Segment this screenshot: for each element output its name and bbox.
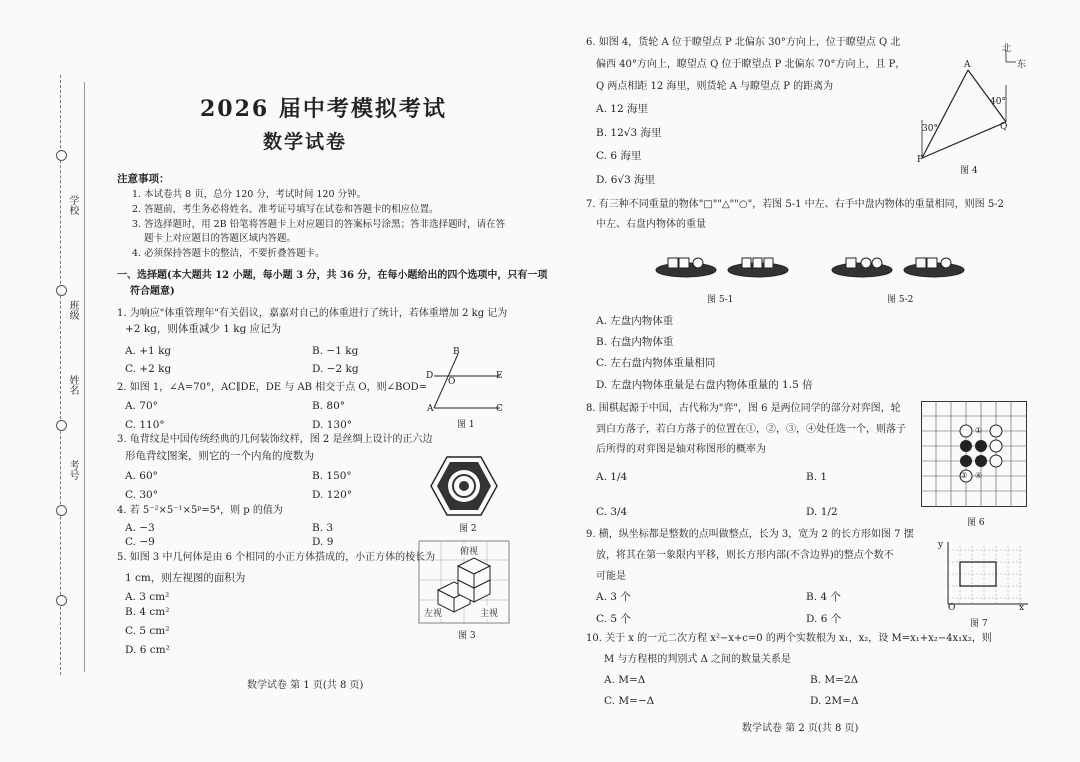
- q3-option-a[interactable]: A. 60°: [125, 470, 158, 482]
- q4-option-a[interactable]: A. −3: [125, 522, 155, 534]
- q10-stem: 10. 关于 x 的一元二次方程 x²−x+c=0 的两个实数根为 x₁，x₂，设 M=x₁+x₂−4x₁x₂，则: [586, 633, 992, 644]
- q4-option-d[interactable]: D. 9: [312, 536, 334, 548]
- q8-stem: 8. 围棋起源于中国，古代称为"弈"，图 6 是两位同学的部分对弈图，轮: [586, 403, 901, 414]
- binding-hole: [56, 285, 67, 296]
- q9-option-c[interactable]: C. 5 个: [596, 613, 631, 625]
- fig4-angle-30: 30°: [922, 124, 938, 134]
- q5-option-b[interactable]: B. 4 cm²: [125, 606, 170, 618]
- q7-stem: 7. 有三种不同重量的物体"□""△""○"，若图 5-1 中左、右手中盘内物体的重量相同，则图 5-2: [586, 199, 1004, 210]
- q2-stem: 2. 如图 1，∠A=70°，AC∥DE，DE 与 AB 相交于点 O，则∠BOD=: [117, 382, 428, 393]
- q7-option-b[interactable]: B. 右盘内物体重: [596, 336, 674, 348]
- fig7-origin: O: [948, 603, 956, 613]
- q9-option-a[interactable]: A. 3 个: [596, 591, 631, 603]
- q4-stem: 4. 若 5⁻²×5⁻¹×5ᵖ=5⁴，则 p 的值为: [117, 505, 283, 516]
- binding-line: [84, 82, 85, 672]
- q9-stem: 9. 横，纵坐标都是整数的点叫做整点，长为 3，宽为 2 的长方形如图 7 摆: [586, 529, 914, 540]
- q8-option-d[interactable]: D. 1/2: [806, 506, 838, 518]
- fig1-point-e: E: [496, 371, 503, 381]
- q3-stem: 3. 龟背纹是中国传统经典的几何装饰纹样，图 2 是丝绸上设计的正六边: [117, 434, 433, 445]
- fig5-2-label: 图 5-2: [887, 295, 914, 305]
- q1-option-a[interactable]: A. +1 kg: [125, 345, 172, 357]
- fig6-label: 图 6: [967, 518, 985, 528]
- fig1-point-d: D: [426, 371, 434, 381]
- q6-option-a[interactable]: A. 12 海里: [596, 103, 648, 115]
- q8-option-c[interactable]: C. 3/4: [596, 506, 628, 518]
- q9-option-d[interactable]: D. 6 个: [806, 613, 842, 625]
- fig4-point-q: Q: [1000, 122, 1008, 132]
- fig1-point-o: O: [448, 377, 456, 387]
- fig1-point-c: C: [496, 404, 503, 414]
- fig4-angle-40: 40°: [990, 97, 1006, 107]
- q3-option-d[interactable]: D. 120°: [312, 489, 353, 501]
- fig5-1-label: 图 5-1: [707, 295, 734, 305]
- binding-hole: [56, 150, 67, 161]
- note-3: 3. 答选择题时，用 2B 铅笔将答题卡上对应题目的答案标号涂黑；答非选择题时，请在答: [132, 219, 506, 230]
- fig3-view-top: 俯视: [460, 544, 478, 557]
- fig6-mark-1: ①: [975, 426, 983, 435]
- fig4-point-p: P: [917, 155, 924, 165]
- fig4-point-a: A: [964, 60, 971, 70]
- figure-5: [654, 240, 974, 286]
- q10-option-c[interactable]: C. M=−Δ: [604, 695, 655, 707]
- q9-stem-cont1: 放，将其在第一象限内平移，则长方形内部(不含边界)的整点个数不: [596, 550, 894, 561]
- fig1-point-a: A: [427, 404, 434, 414]
- note-2: 2. 答题前，考生务必将姓名、准考证号填写在试卷和答题卡的相应位置。: [132, 204, 439, 215]
- note-4: 4. 必须保持答题卡的整洁，不要折叠答题卡。: [132, 248, 325, 259]
- exam-subtitle: 数学试卷: [263, 131, 348, 153]
- section1-heading-cont: 符合题意): [130, 286, 175, 297]
- q6-option-c[interactable]: C. 6 海里: [596, 150, 642, 162]
- q4-option-c[interactable]: C. −9: [125, 536, 155, 548]
- q3-stem-cont: 形龟背纹图案，则它的一个内角的度数为: [125, 450, 314, 462]
- fig1-point-b: B: [453, 347, 460, 357]
- figure-7: [938, 540, 1030, 612]
- q5-stem-cont: 1 cm，则左视图的面积为: [125, 572, 246, 584]
- q3-option-c[interactable]: C. 30°: [125, 489, 158, 501]
- q10-stem-cont: M 与方程根的判别式 Δ 之间的数量关系是: [604, 654, 791, 665]
- fig3-view-main: 主视: [480, 606, 498, 619]
- fig4-label: 图 4: [960, 166, 978, 176]
- fig7-axis-y: y: [938, 540, 944, 550]
- binding-label-school: 学校: [67, 195, 78, 215]
- q6-stem: 6. 如图 4，货轮 A 位于瞭望点 P 北偏东 30°方向上，位于瞭望点 Q 北: [586, 37, 901, 48]
- q8-option-b[interactable]: B. 1: [806, 471, 828, 483]
- q6-stem-cont2: Q 两点相距 12 海里，则货轮 A 与瞭望点 P 的距离为: [596, 81, 834, 92]
- q9-option-b[interactable]: B. 4 个: [806, 591, 841, 603]
- fig4-north: 北: [1002, 44, 1012, 54]
- note-3-cont: 题卡上对应题目的答题区域内答题。: [144, 233, 297, 244]
- fig6-mark-4: ④: [975, 471, 983, 480]
- note-1: 1. 本试卷共 8 页，总分 120 分，考试时间 120 分钟。: [132, 189, 367, 200]
- q1-option-c[interactable]: C. +2 kg: [125, 363, 172, 375]
- fig7-label: 图 7: [970, 619, 988, 629]
- q8-option-a[interactable]: A. 1/4: [596, 471, 628, 483]
- q4-option-b[interactable]: B. 3: [312, 522, 334, 534]
- q7-option-a[interactable]: A. 左盘内物体重: [596, 315, 674, 327]
- q7-option-c[interactable]: C. 左右盘内物体重量相同: [596, 357, 716, 369]
- q10-option-d[interactable]: D. 2M=Δ: [810, 695, 859, 707]
- q5-option-c[interactable]: C. 5 cm²: [125, 625, 170, 637]
- fig3-label: 图 3: [458, 631, 476, 641]
- q10-option-b[interactable]: B. M=2Δ: [810, 674, 859, 686]
- binding-margin: [60, 75, 78, 675]
- notes-heading: 注意事项：: [117, 173, 170, 185]
- q5-option-a[interactable]: A. 3 cm²: [125, 591, 170, 603]
- q1-stem: 1. 为响应"体重管理年"有关倡议，嘉嘉对自己的体重进行了统计，若体重增加 2 kg 记为: [117, 308, 508, 319]
- q5-option-d[interactable]: D. 6 cm²: [125, 644, 170, 656]
- fig2-label: 图 2: [459, 524, 477, 534]
- fig1-label: 图 1: [457, 420, 475, 430]
- q6-option-b[interactable]: B. 12√3 海里: [596, 127, 662, 139]
- binding-hole: [56, 420, 67, 431]
- binding-hole: [56, 595, 67, 606]
- q2-option-b[interactable]: B. 80°: [312, 400, 346, 412]
- q8-stem-cont1: 到白方落子，若白方落子的位置在①，②，③，④处任选一个，则落子: [596, 424, 906, 435]
- q1-option-d[interactable]: D. −2 kg: [312, 363, 359, 375]
- section1-heading: 一、选择题(本大题共 12 小题，每小题 3 分，共 36 分，在每小题给出的四个选项中，只有一项: [117, 270, 548, 281]
- page1-footer: 数学试卷 第 1 页(共 8 页): [247, 680, 364, 691]
- q2-option-d[interactable]: D. 130°: [312, 419, 353, 431]
- binding-label-id: 考号: [67, 460, 78, 480]
- fig4-east: 东: [1017, 60, 1027, 70]
- exam-title: 2026 届中考模拟考试: [200, 96, 447, 122]
- q10-option-a[interactable]: A. M=Δ: [604, 674, 646, 686]
- binding-label-name: 姓名: [67, 375, 78, 395]
- q8-stem-cont2: 后所得的对弈图是轴对称图形的概率为: [596, 444, 766, 455]
- q6-option-d[interactable]: D. 6√3 海里: [596, 174, 656, 186]
- figure-1: [422, 346, 507, 424]
- q9-stem-cont2: 可能是: [596, 571, 626, 582]
- q1-stem-cont: +2 kg，则体重减少 1 kg 应记为: [125, 323, 282, 335]
- fig3-view-left: 左视: [424, 606, 442, 619]
- fig7-axis-x: x: [1019, 603, 1025, 613]
- figure-6: [921, 401, 1027, 507]
- q2-option-c[interactable]: C. 110°: [125, 419, 165, 431]
- q7-stem-cont: 中左、右盘内物体的重量: [596, 219, 706, 230]
- q7-option-d[interactable]: D. 左盘内物体重量是右盘内物体重量的 1.5 倍: [596, 379, 813, 391]
- fig6-mark-2: ②: [975, 441, 983, 450]
- fig6-mark-3: ③: [960, 471, 968, 480]
- q6-stem-cont1: 偏西 40°方向上，瞭望点 Q 位于瞭望点 P 北偏东 70°方向上，且 P，: [596, 59, 906, 70]
- q3-option-b[interactable]: B. 150°: [312, 470, 352, 482]
- binding-label-class: 班级: [67, 300, 78, 320]
- q1-option-b[interactable]: B. −1 kg: [312, 345, 359, 357]
- figure-2: [430, 455, 498, 517]
- q5-stem: 5. 如图 3 中几何体是由 6 个相同的小正方体搭成的，小正方体的棱长为: [117, 552, 436, 563]
- page2-footer: 数学试卷 第 2 页(共 8 页): [742, 723, 859, 734]
- binding-hole: [56, 505, 67, 516]
- q2-option-a[interactable]: A. 70°: [125, 400, 158, 412]
